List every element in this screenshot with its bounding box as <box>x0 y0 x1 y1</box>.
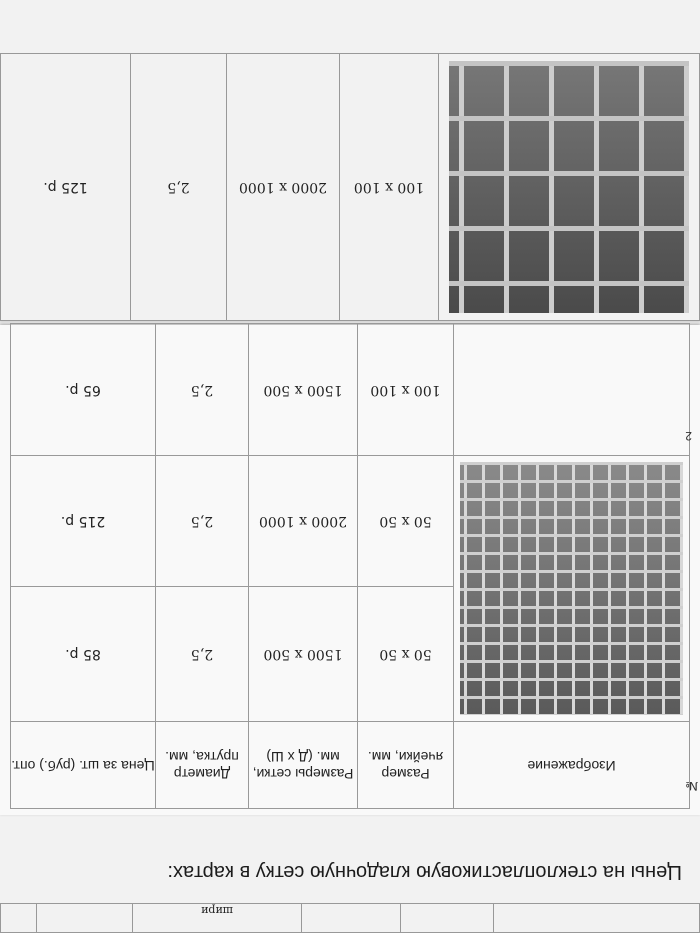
table-row <box>11 586 690 722</box>
price: 65 р. <box>11 324 156 457</box>
price-table <box>10 323 690 809</box>
rod-diameter: 2,5 <box>156 456 249 586</box>
mesh-size: 1500 х 500 <box>249 586 358 722</box>
table-row <box>11 324 690 457</box>
mesh-photo <box>460 463 683 716</box>
upper-table-fragment <box>0 903 700 933</box>
mesh-photo <box>449 61 689 313</box>
cell-size: 50 х 50 <box>358 586 454 722</box>
price: 125 р. <box>1 54 131 321</box>
mesh-size: 2000 х 1000 <box>227 54 340 321</box>
header-price: Цена за шт. (руб.) опт. <box>11 722 156 809</box>
mesh-image-cell <box>439 54 700 321</box>
table-header-row <box>11 722 690 809</box>
header-diameter: Диаметр прутка, мм. <box>156 722 249 809</box>
row-number-header: № <box>685 779 698 793</box>
mesh-size: 2000 х 1000 <box>249 456 358 586</box>
mesh-image-cell <box>454 456 690 722</box>
header-cell-size: Размер ячейки, мм. <box>358 722 454 809</box>
cell-size: 100 х 100 <box>340 54 439 321</box>
price: 215 р. <box>11 456 156 586</box>
header-mesh-size: Размеры сетки, мм. (Д х Ш) <box>249 722 358 809</box>
cell-size: 50 х 50 <box>358 456 454 586</box>
price: 85 р. <box>11 586 156 722</box>
row-number: 2 <box>685 429 692 443</box>
header-image: Изображение <box>454 722 690 809</box>
rod-diameter: 2,5 <box>156 324 249 457</box>
page-title: Цены на стеклопластиковую кладочную сетку в картах: <box>167 861 682 883</box>
rod-diameter: 2,5 <box>156 586 249 722</box>
mesh-image-cell-empty <box>454 324 690 457</box>
rod-diameter: 2,5 <box>131 54 227 321</box>
fragment-text: шири <box>133 904 302 933</box>
next-page-table <box>0 53 700 321</box>
mesh-size: 1500 х 500 <box>249 324 358 457</box>
table-row <box>1 54 700 321</box>
cell-size: 100 х 100 <box>358 324 454 457</box>
